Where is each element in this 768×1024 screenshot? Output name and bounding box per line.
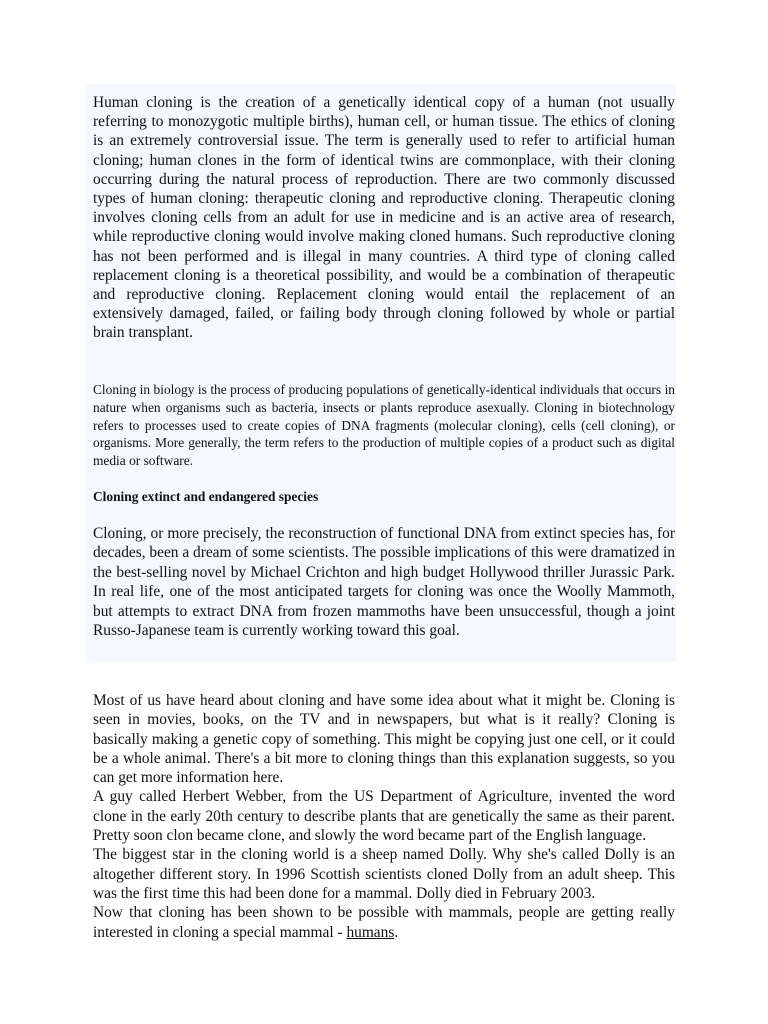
intro-block-4-text: Now that cloning has been shown to be possible with mammals, people are getting really interested in cloning a special mammal - — [93, 904, 675, 941]
intro-block-2: A guy called Herbert Webber, from the US Department of Agriculture, invented the word clone in the early 20th century to describe plants that are genetically the same as their parent. Pretty soon clon became clone, and slowly the word became part of the English language. — [93, 788, 675, 845]
paragraph-cloning-intro — [93, 691, 675, 942]
section-heading-extinct-species: Cloning extinct and endangered species — [93, 489, 319, 504]
intro-block-3: The biggest star in the cloning world is a sheep named Dolly. Why she's called Dolly is an altogether different story. In 1996 Scottish scientists cloned Dolly from an adult sheep. This was the first time this had been done for a mammal. Dolly died in February 2003. — [93, 846, 675, 902]
humans-link[interactable]: humans — [346, 923, 395, 941]
paragraph-extinct-species: Cloning, or more precisely, the reconstruction of functional DNA from extinct species has, for decades, been a dream of some scientists. The possible implications of this were dramatized in the best-selling novel by Michael Crichton and high budget Hollywood thriller Jurassic Park. In real life, one of the most anticipated targets for cloning was once the Woolly Mammoth, but attempts to extract DNA from frozen mammoths have been unsuccessful, though a joint Russo-Japanese team is currently working toward this goal. — [93, 525, 675, 640]
paragraph-cloning-biology: Cloning in biology is the process of producing populations of genetically-identical individuals that occurs in nature when organisms such as bacteria, insects or plants reproduce asexually. Cloning in biotechnology refers to processes used to create copies of DNA fragments (molecular cloning), cells (cell cloning), or organisms. More generally, the term refers to the production of multiple copies of a product such as digital media or software. — [93, 382, 675, 469]
intro-block-4 — [93, 903, 675, 942]
paragraph-human-cloning: Human cloning is the creation of a genetically identical copy of a human (not usually referring to monozygotic multiple births), human cell, or human tissue. The ethics of cloning is an extremely controversial issue. The term is generally used to refer to artificial human cloning; human clones in the form of identical twins are commonplace, with their cloning occurring during the natural process of reproduction. There are two commonly discussed types of human cloning: therapeutic cloning and reproductive cloning. Therapeutic cloning involves cloning cells from an adult for use in medicine and is an active area of research, while reproductive cloning would involve making cloned humans. Such reproductive cloning has not been performed and is illegal in many countries. A third type of cloning called replacement cloning is a theoretical possibility, and would be a combination of therapeutic and reproductive cloning. Replacement cloning would entail the replacement of an extensively damaged, failed, or failing body through cloning followed by whole or partial brain transplant. — [93, 94, 675, 342]
intro-block-1: Most of us have heard about cloning and have some idea about what it might be. Cloning is seen in movies, books, on the TV and in newspapers, but what is it really? Cloning is basically making a genetic copy of something. This might be copying just one cell, or it could be a whole animal. There's a bit more to cloning things than this explanation suggests, so you can get more information here. — [93, 692, 675, 787]
final-period: . — [394, 923, 399, 941]
